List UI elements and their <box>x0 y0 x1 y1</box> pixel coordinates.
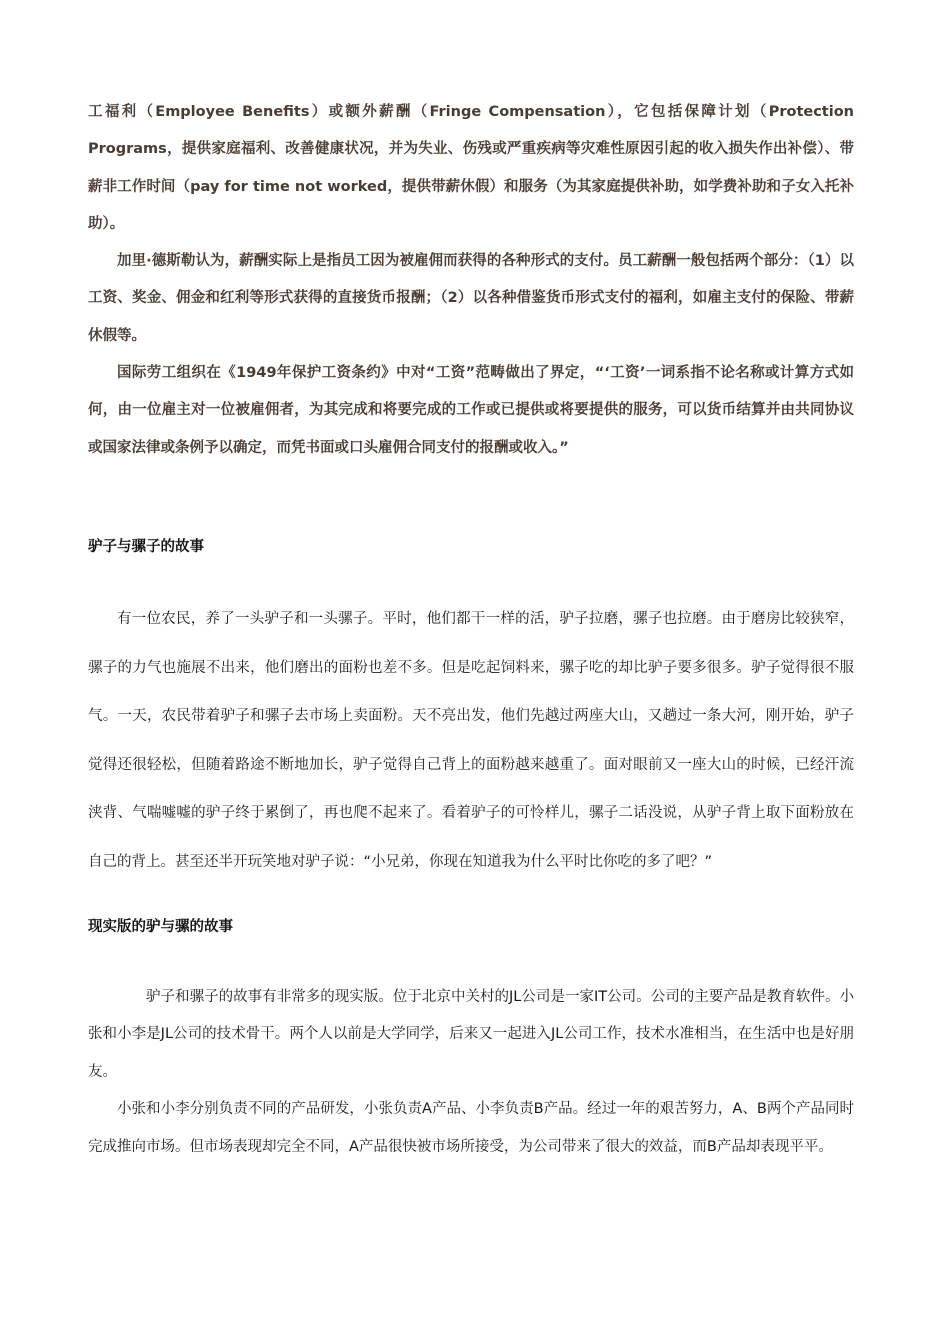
donkey-mule-story-paragraph: 有一位农民，养了一头驴子和一头骡子。平时，他们都干一样的活，驴子拉磨，骡子也拉磨。由于磨房比较狭窄，骡子的力气也施展不出来，他们磨出的面粉也差不多。但是吃起饲料来，骡子吃的却比驴子要多很多。驴子觉得很不服气。一天，农民带着驴子和骡子去市场上卖面粉。天不亮出发，他们先越过两座大山，又趟过一条大河，刚开始，驴子觉得还很轻松，但随着路途不断地加长，驴子觉得自己背上的面粉越来越重了。面对眼前又一座大山的时候，已经汗流浃背、气喘嘘嘘的驴子终于累倒了，再也爬不起来了。看着驴子的可怜样儿，骡子二话没说，从驴子背上取下面粉放在自己的背上。甚至还半开玩笑地对驴子说：“小兄弟，你现在知道我为什么平时比你吃的多了吧？” <box>88 610 854 870</box>
document-page <box>88 94 854 1166</box>
products-paragraph: 小张和小李分别负责不同的产品研发，小张负责A产品、小李负责B产品。经过一年的艰苦努力，A、B两个产品同时完成推向市场。但市场表现却完全不同，A产品很快被市场所接受，为公司带来了很大的效益，而B产品却表现平平。 <box>88 1101 854 1155</box>
ilo-paragraph: 国际劳工组织在《1949年保护工资条约》中对“工资”范畴做出了界定，“‘工资’一词系指不论名称或计算方式如何，由一位雇主对一位被雇佣者，为其完成和将要完成的工作或已提供或将要提供的服务，可以货币结算并由共同协议或国家法律或条例予以确定，而凭书面或口头雇佣合同支付的报酬或收入。” <box>88 365 854 456</box>
dessler-paragraph: 加里·德斯勒认为，薪酬实际上是指员工因为被雇佣而获得的各种形式的支付。员工薪酬一般包括两个部分：（1）以工资、奖金、佣金和红利等形式获得的直接货币报酬；（2）以各种借鉴货币形式支付的福利，如雇主支付的保险、带薪休假等。 <box>88 253 854 344</box>
section-title-donkey-mule: 驴子与骡子的故事 <box>88 538 204 555</box>
jl-company-paragraph: 驴子和骡子的故事有非常多的现实版。位于北京中关村的JL公司是一家IT公司。公司的主要产品是教育软件。小张和小李是JL公司的技术骨干。两个人以前是大学同学，后来又一起进入JL公司工作，技术水准相当，在生活中也是好朋友。 <box>88 988 854 1080</box>
section-title-real-version: 现实版的驴与骡的故事 <box>88 918 233 935</box>
benefits-paragraph: 工福利（Employee Benefits）或额外薪酬（Fringe Compensation），它包括保障计划（Protection Programs，提供家庭福利、改善健康状况，并为失业、伤残或严重疾病等灾难性原因引起的收入损失作出补偿）、带薪非工作时间（pay for time not worked，提供带薪休假）和服务（为其家庭提供补助，如学费补助和子女入托补助）。 <box>88 104 854 232</box>
